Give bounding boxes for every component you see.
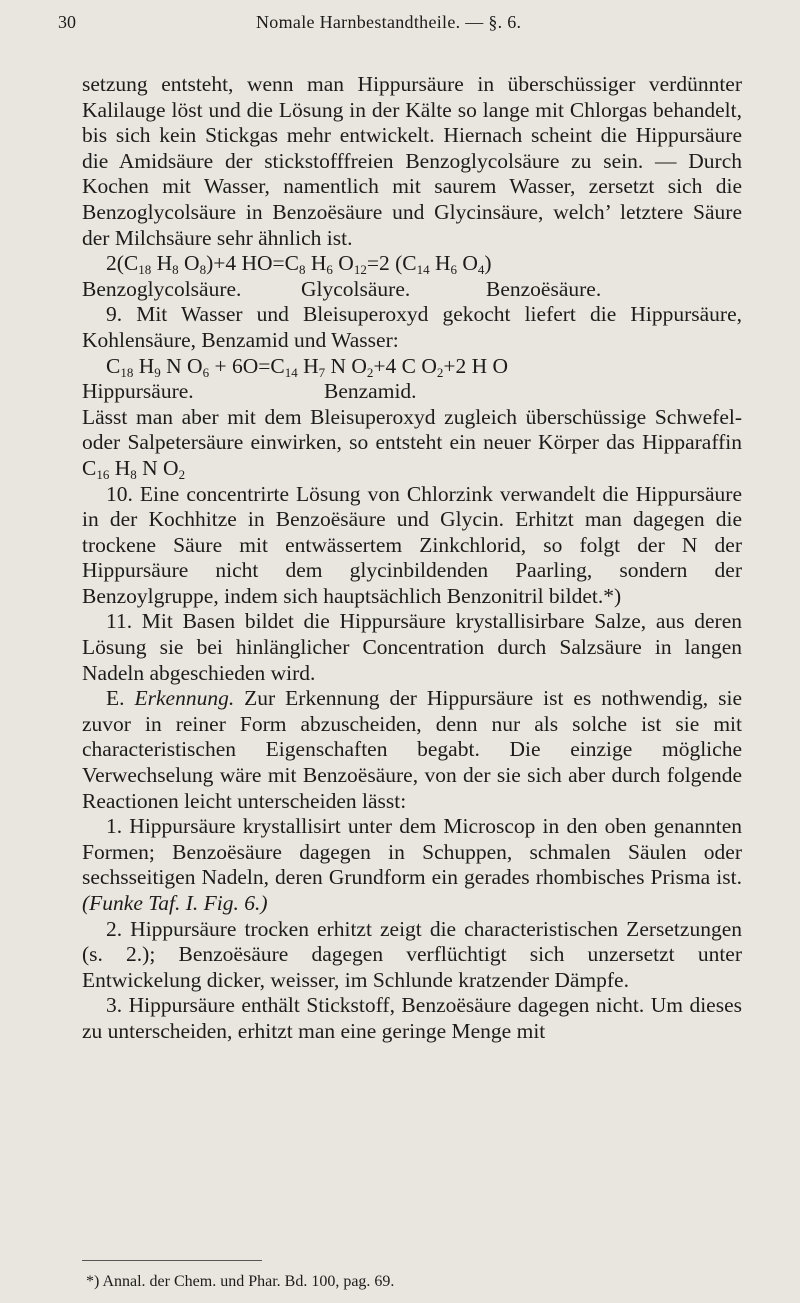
figure-reference: (Funke Taf. I. Fig. 6.) — [82, 891, 268, 915]
formula-hippur-oxidation: $C_{18}$ $H_9$ N $O_6 + 6O=C_{14}$ $H_7$ N $O_2+4$ C $O_2+2$ H O — [106, 353, 509, 380]
section-11: 11. Mit Basen bildet die Hippursäure krystallisirbare Salze, aus deren Lösung sie bei hinlänglicher Concentration durch Salzsäure in langen Nadeln abgeschieden wird. — [82, 609, 742, 685]
formula-benzoglycol: $2(C_{18}$ $H_8$ $O_8)+4$ $HO=C_8$ $H_6$ $O_{12}=2$ ($C_{14}$ $H_6$ $O_4$) — [106, 251, 492, 278]
section-10: 10. Eine concentrirte Lösung von Chlorzink verwandelt die Hippursäure in der Kochhitze in Benzoësäure und Glycin. Erhitzt man dagegen die trockene Säure mit entwässertem Zinkchlorid, so folgt der N der Hippursäure nicht dem glycinbildenden Paarling, sondern der Benzoylgruppe, indem sich hauptsächlich Benzonitril bildet.*) — [82, 481, 742, 608]
label-hippursaeure: Hippursäure. — [82, 379, 194, 404]
reaction-item-1: 1. Hippursäure krystallisirt unter dem Microscop in den oben genannten Formen; Benzoësäure dagegen in Schuppen, schmalen Säulen oder sechsseitigen Nadeln, deren Grundform ein gerades rhombisches Prisma ist. (Funke Taf. I. Fig. 6.) — [82, 814, 742, 915]
section-9-continued: Lässt man aber mit dem Bleisuperoxyd zugleich überschüssige Schwefel- oder Salpetersäure einwirken, so entsteht ein neuer Körper das Hipparaffin $C_{16}$ $H_8$ N $O_2$ — [82, 404, 742, 482]
section-e-heading: Erkennung. — [134, 686, 235, 711]
body-text — [82, 72, 742, 1045]
label-benzoglycolsaeure: Benzoglycolsäure. — [82, 276, 242, 301]
formula-labels-2 — [82, 379, 742, 405]
section-9: 9. Mit Wasser und Bleisuperoxyd gekocht liefert die Hippursäure, Kohlensäure, Benzamid und Wasser: — [82, 302, 742, 352]
label-benzamid: Benzamid. — [324, 379, 417, 404]
footnote: *) Annal. der Chem. und Phar. Bd. 100, pag. 69. — [86, 1273, 395, 1290]
paragraph-continuation: setzung entsteht, wenn man Hippursäure in überschüssiger verdünnter Kalilauge löst und die Lösung in der Kälte so lange mit Chlorgas behandelt, bis sich kein Stickgas mehr entwickelt. Hiernach scheint die Hippursäure die Amidsäure der stickstofffreien Benzoglycolsäure zu sein. — Durch Kochen mit Wasser, namentlich mit saurem Wasser, zersetzt sich die Benzoglycolsäure in Benzoësäure und Glycinsäure, welch’ letztere Säure der Milchsäure sehr ähnlich ist. — [82, 72, 742, 250]
reaction-item-2: 2. Hippursäure trocken erhitzt zeigt die characteristischen Zersetzungen (s. 2.); Benzoësäure dagegen verflüchtigt sich unzersetzt unter Entwickelung dicker, weisser, im Schlunde kratzender Dämpfe. — [82, 916, 742, 992]
reaction-item-3: 3. Hippursäure enthält Stickstoff, Benzoësäure dagegen nicht. Um dieses zu unterscheiden, erhitzt man eine geringe Menge mit — [82, 993, 742, 1043]
page-number: 30 — [58, 12, 76, 32]
footnote-rule — [82, 1260, 262, 1261]
label-benzoesaeure: Benzoësäure. — [486, 276, 602, 301]
page-header — [0, 8, 800, 38]
label-glycolsaeure: Glycolsäure. — [301, 276, 411, 301]
formula-labels-1 — [82, 277, 742, 303]
section-e-erkennung: E. Erkennung. Zur Erkennung der Hippursäure ist es nothwendig, sie zuvor in reiner Form abzuscheiden, denn nur als solche ist sie mit characteristischen Eigenschaften begabt. Die einzige mögliche Verwechselung wäre mit Benzoësäure, von der sie sich aber durch folgende Reactionen leicht unterscheiden lässt: — [82, 686, 742, 813]
running-title: Nomale Harnbestandtheile. — §. 6. — [256, 12, 522, 32]
